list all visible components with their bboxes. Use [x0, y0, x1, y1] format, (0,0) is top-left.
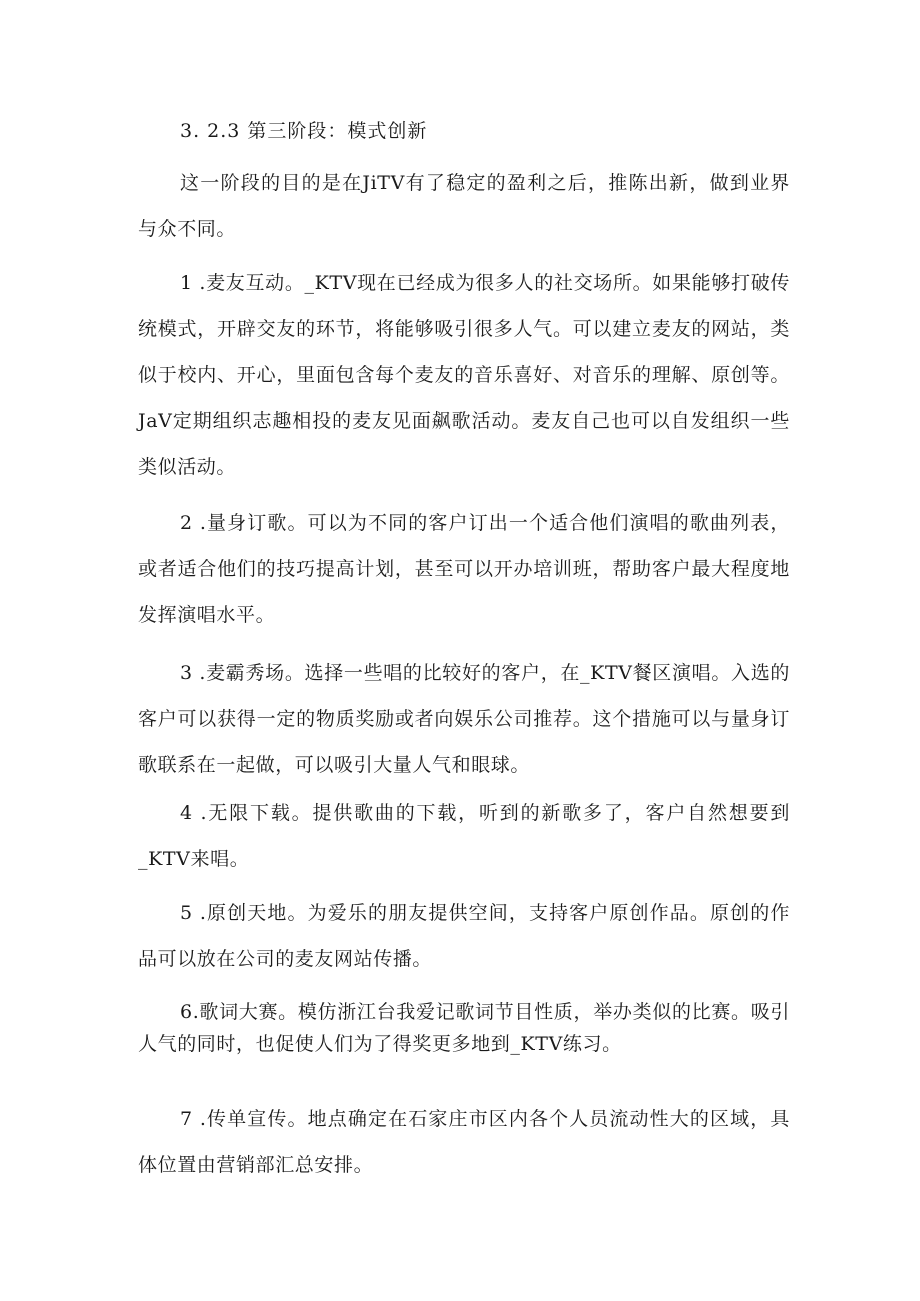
section-heading: 3. 2.3 第三阶段：模式创新 [180, 120, 428, 142]
item-paragraph-5: 5 .原创天地。为爱乐的朋友提供空间，支持客户原创作品。原创的作品可以放在公司的麦友网站传播。 [138, 902, 790, 970]
item-paragraph-4: 4 .无限下载。提供歌曲的下载，听到的新歌多了，客户自然想要到_KTV来唱。 [138, 802, 790, 870]
item-paragraph-1: 1 .麦友互动。_KTV现在已经成为很多人的社交场所。如果能够打破传统模式，开辟交友的环节，将能够吸引很多人气。可以建立麦友的网站，类似于校内、开心，里面包含每个麦友的音乐喜好、对音乐的理解、原创等。JaV定期组织志趣相投的麦友见面飙歌活动。麦友自己也可以自发组织一些类似活动。 [138, 272, 790, 478]
item-paragraph-2: 2 .量身订歌。可以为不同的客户订出一个适合他们演唱的歌曲列表，或者适合他们的技巧提高计划，甚至可以开办培训班，帮助客户最大程度地发挥演唱水平。 [138, 512, 790, 626]
item-paragraph-7: 7 .传单宣传。地点确定在石家庄市区内各个人员流动性大的区域，具体位置由营销部汇总安排。 [138, 1108, 790, 1176]
intro-paragraph: 这一阶段的目的是在JiTV有了稳定的盈利之后，推陈出新，做到业界与众不同。 [138, 172, 790, 240]
item-paragraph-3: 3 .麦霸秀场。选择一些唱的比较好的客户，在_KTV餐区演唱。入选的客户可以获得一定的物质奖励或者向娱乐公司推荐。这个措施可以与量身订歌联系在一起做，可以吸引大量人气和眼球。 [138, 662, 790, 776]
item-paragraph-6: 6.歌词大赛。模仿浙江台我爱记歌词节目性质，举办类似的比赛。吸引人气的同时，也促使人们为了得奖更多地到_KTV练习。 [138, 1001, 790, 1055]
